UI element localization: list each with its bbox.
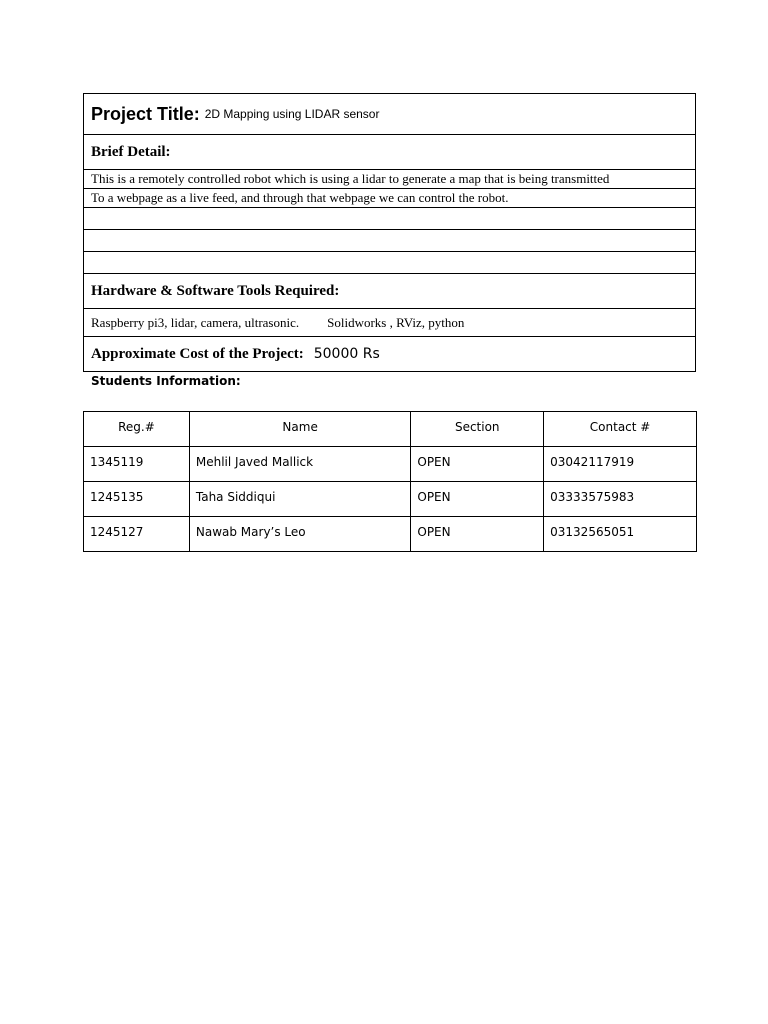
table-row	[84, 447, 697, 482]
cell-name: Nawab Mary’s Leo	[189, 517, 411, 552]
column-header-contact: Contact #	[544, 412, 697, 447]
column-header-reg: Reg.#	[84, 412, 190, 447]
tools-label: Hardware & Software Tools Required:	[91, 282, 340, 299]
cell-reg: 1245135	[84, 482, 190, 517]
column-header-section: Section	[411, 412, 544, 447]
cost-label: Approximate Cost of the Project:	[91, 345, 304, 362]
brief-detail-text: To a webpage as a live feed, and through that webpage we can control the robot.	[91, 190, 509, 205]
cell-section: OPEN	[411, 517, 544, 552]
brief-detail-line	[84, 170, 695, 189]
project-title-label: Project Title:	[91, 103, 200, 124]
cell-section: OPEN	[411, 447, 544, 482]
blank-line	[84, 252, 695, 274]
tools-software: Solidworks , RViz, python	[327, 314, 465, 330]
students-table	[83, 411, 697, 552]
tools-hardware: Raspberry pi3, lidar, camera, ultrasonic.	[91, 314, 300, 330]
project-title-value: 2D Mapping using LIDAR sensor	[204, 107, 380, 121]
blank-line	[84, 230, 695, 252]
cell-contact: 03132565051	[544, 517, 697, 552]
table-header-row	[84, 412, 697, 447]
tools-row	[84, 309, 695, 337]
cell-name: Taha Siddiqui	[189, 482, 411, 517]
table-row	[84, 517, 697, 552]
project-title-row	[84, 94, 695, 135]
tools-heading	[84, 274, 695, 309]
cost-row	[84, 337, 695, 372]
cost-value: 50000 Rs	[313, 346, 380, 362]
cell-contact: 03042117919	[544, 447, 697, 482]
brief-detail-text: This is a remotely controlled robot which is using a lidar to generate a map that is being transmitted	[91, 171, 610, 186]
brief-detail-label: Brief Detail:	[91, 143, 171, 160]
cell-reg: 1245127	[84, 517, 190, 552]
cell-name: Mehlil Javed Mallick	[189, 447, 411, 482]
table-row	[84, 482, 697, 517]
brief-detail-heading	[84, 135, 695, 170]
blank-line	[84, 208, 695, 230]
column-header-name: Name	[189, 412, 411, 447]
cell-section: OPEN	[411, 482, 544, 517]
cell-reg: 1345119	[84, 447, 190, 482]
cell-contact: 03333575983	[544, 482, 697, 517]
project-proposal-form	[83, 93, 696, 372]
students-info-label: Students Information:	[91, 374, 241, 388]
brief-detail-line	[84, 189, 695, 208]
